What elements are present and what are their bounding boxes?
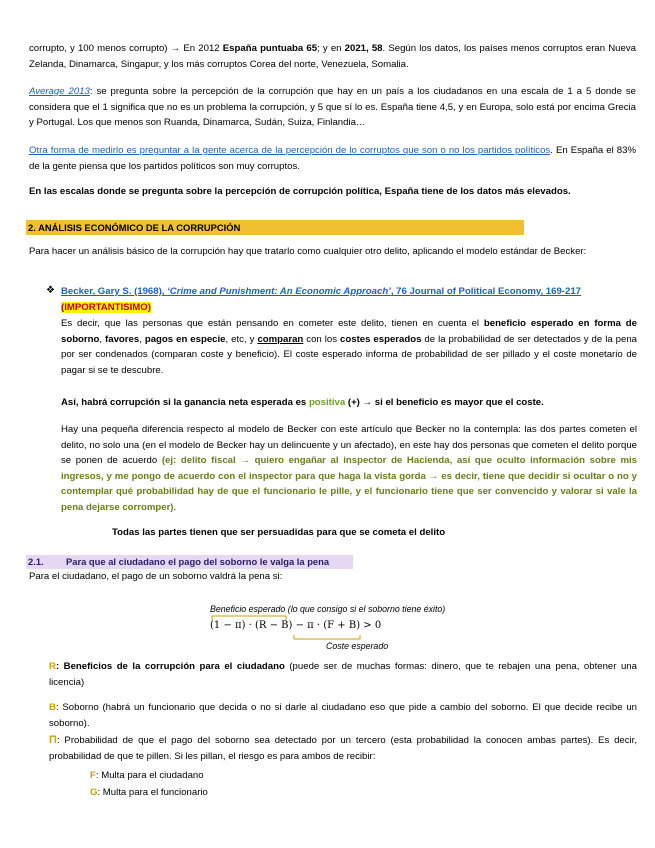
text-run: (+) → si el beneficio es mayor que el coste. [345, 397, 544, 408]
text-run: , [139, 333, 145, 345]
variable-letter: R [49, 661, 56, 672]
paragraph-pago-soborno: Para el ciudadano, el pago de un soborno valdrá la pena si: [29, 571, 283, 582]
bold-run: pagos en especie [144, 333, 226, 345]
definition-f [90, 768, 490, 784]
section-heading-2-1 [26, 555, 353, 569]
text-run: : Probabilidad de que el pago del soborno sea detectado por un tercero (esta probabilidad la conocen ambas partes). Es decir, probabilidad de que te pillen. Si les pillan, el riesgo es para ambos de recibir: [49, 735, 637, 762]
text-run: : se pregunta sobre la percepción de la corrupción que hay en un país a los ciudadanos en una escala de 1 a 5 donde se considera que el 1 significa que no es un problema la corrupción, y 5 que sí lo es. España tiene 4,5, y en Europa, solo está por encima Grecia y Portugal. Los que menos son Ruanda, Dinamarca, Sudán, Suiza, Finlandia… [29, 86, 636, 128]
bold-underline-run: comparan [257, 333, 304, 345]
bold-run: beneficio esperado en forma de soborno [61, 318, 637, 345]
variable-letter: B [49, 702, 56, 713]
link-average-2013[interactable]: Average 2013 [29, 86, 90, 97]
text-run: corrupto, y 100 menos corrupto) → En 2012 [29, 43, 223, 54]
variable-letter: G [90, 787, 98, 798]
text-run: Así, habrá corrupción si la ganancia neta esperada es [61, 397, 309, 408]
variable-letter: F [90, 770, 96, 781]
bold-run: 2021, 58 [344, 43, 383, 54]
paragraph-ranking-2021 [29, 41, 636, 72]
bold-run: España puntuaba 65 [222, 43, 318, 54]
definition-pi [49, 733, 637, 764]
text-run: Es decir, que las personas que están pensando en cometer este delito, tienen en cuenta el [61, 318, 484, 329]
definition-b [49, 700, 637, 731]
text-run: (puede ser de muchas formas: dinero, que te rebajen una pena, obtener una licencia) [49, 661, 637, 688]
text-run: . Según los datos, los países menos corruptos eran Nueva Zelanda, Dinamarca, Singapur, y los más corruptos Corea del norte, Venezuela, Somalia. [29, 43, 636, 70]
paragraph-diferencia-becker [61, 422, 637, 515]
variable-letter: Π [49, 734, 57, 746]
formula-expression: (1 − π) · (R − B) − π · (F + B) > 0 [210, 620, 382, 631]
link-partidos-politicos[interactable]: Otra forma de medirlo es preguntar a la gente acerca de la percepción de lo corruptos que son o no los partidos políticos [29, 145, 551, 156]
reference-title[interactable]: ‘Crime and Punishment: An Economic Approach’ [167, 286, 391, 297]
example-run: (ej: delito fiscal → quiero engañar al inspector de Hacienda, así que oculto información sobre mis ingresos, y me pongo de acuerdo con el inspector para que haga la vista gorda → es decir, tiene que decidir si ocultar o no y contemplar qué probabilidad hay de que el funcionario le pille, y el funcionario tiene que ser convencido y valorar si vale la pena dejarse corromper) [61, 455, 637, 513]
text-run: Hay una pequeña diferencia respecto al modelo de Becker con este artículo que Becker no la contempla: las dos partes cometen el delito, no solo una (en el modelo de Becker hay un delincuente y un afectado), en este hay dos personas que cometen el delito porque se ponen de acuerdo [61, 424, 637, 466]
paragraph-average-2013 [29, 84, 636, 131]
definition-g [90, 785, 490, 801]
becker-reference [61, 284, 637, 315]
important-badge: (IMPORTANTISIMO) [61, 301, 151, 313]
expected-utility-formula [210, 604, 470, 654]
text-run: , etc, y [225, 333, 258, 345]
paragraph-persuadidas: Todas las partes tienen que ser persuadidas para que se cometa el delito [112, 527, 446, 538]
reference-author[interactable]: Becker, Gary S. (1968), [61, 286, 168, 297]
formula-bottom-label: Coste esperado [326, 641, 389, 651]
diamond-bullet-icon: ❖ [46, 285, 55, 296]
text-run: . En España el 83% de la gente piensa que los partidos políticos son muy corruptos. [29, 145, 636, 172]
section-number: 2.1. [28, 556, 44, 567]
paragraph-escalas-summary: En las escalas donde se pregunta sobre la percepción de corrupción política, España tiene de los datos más elevados. [29, 186, 571, 197]
bold-run: favores [105, 333, 140, 345]
text-run: : Multa para el funcionario [97, 787, 208, 798]
reference-journal[interactable]: , 76 Journal of Political Economy, 169-217 [390, 286, 582, 297]
text-run: : Multa para el ciudadano [95, 770, 204, 781]
formula-top-label: Beneficio esperado (lo que consigo si el soborno tiene éxito) [210, 604, 446, 614]
section-title: Para que al ciudadano el pago del soborno le valga la pena [66, 556, 330, 567]
text-run: . [173, 501, 177, 513]
positive-word: positiva [308, 397, 346, 408]
text-run: : Soborno (habrá un funcionario que decida o no si darle al ciudadano eso que pide a cambio del soborno. El que decide recibe un soborno). [49, 702, 637, 729]
text-run: , [99, 333, 106, 345]
bold-run: costes esperados [340, 333, 422, 345]
paragraph-partidos-politicos [29, 143, 636, 174]
section-heading-2: 2. ANÁLISIS ECONÓMICO DE LA CORRUPCIÓN [26, 220, 524, 235]
paragraph-becker-intro: Para hacer un análisis básico de la corrupción hay que tratarlo como cualquier otro delito, aplicando el modelo estándar de Becker: [29, 246, 587, 257]
paragraph-beneficio-esperado [61, 316, 637, 378]
text-run: de la probabilidad de ser detectados y de la pena por ser condenados (comparan coste y beneficio). El coste esperado informa de probabilidad de ser pillado y el coste monetario de pagar si se te descubre. [61, 333, 638, 376]
definition-r [49, 659, 637, 690]
text-run: con los [303, 333, 341, 345]
text-run: ; y en [317, 43, 345, 54]
paragraph-ganancia-neta [61, 395, 637, 411]
bold-run: : Beneficios de la corrupción para el ciudadano [55, 661, 285, 672]
